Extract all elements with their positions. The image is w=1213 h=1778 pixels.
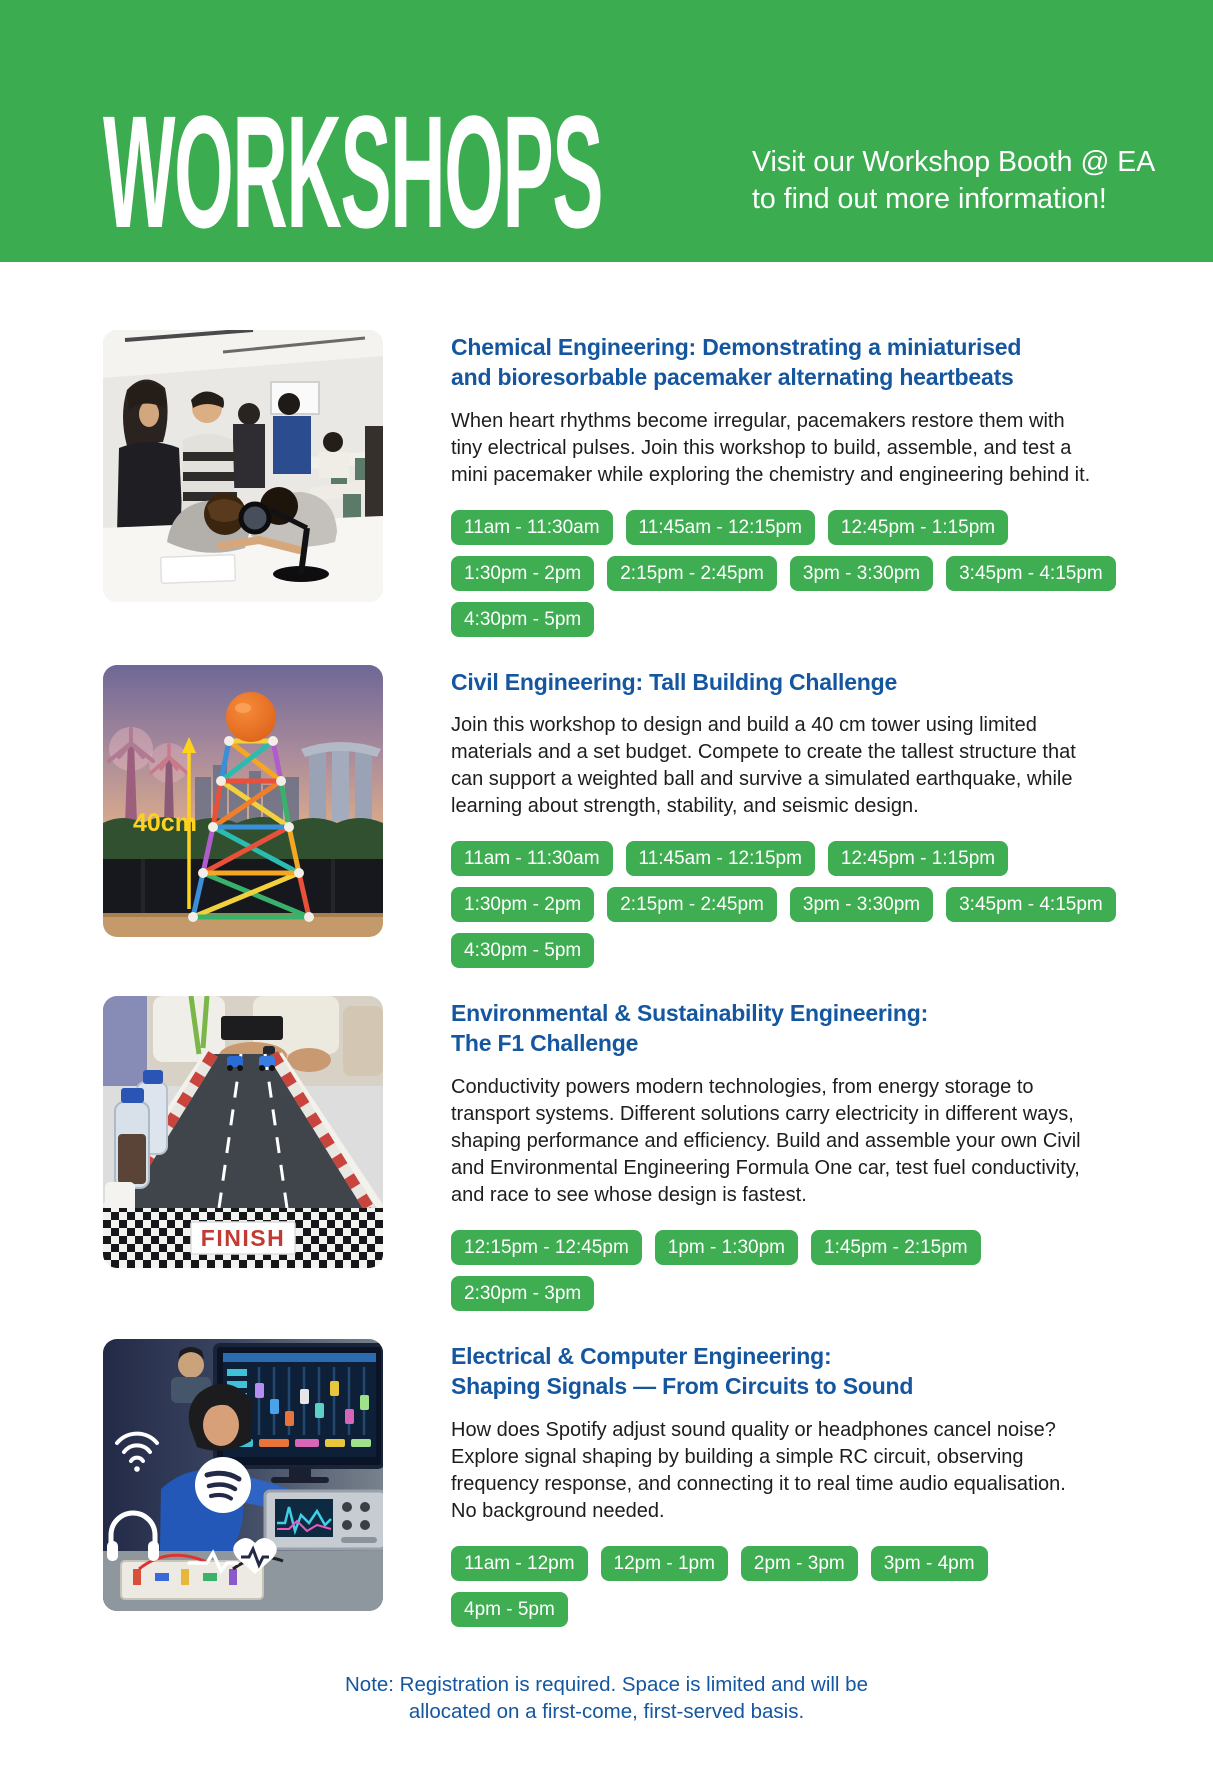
workshop-info-chemical <box>451 330 1116 637</box>
time-slot-chip[interactable]: 12:15pm - 12:45pm <box>451 1230 642 1265</box>
f1-workshop-photo <box>103 996 383 1268</box>
race-track-scene <box>103 996 383 1268</box>
header-subtitle-line2: to find out more information! <box>752 183 1107 216</box>
time-slot-chip[interactable]: 2:30pm - 3pm <box>451 1276 594 1311</box>
workshop-description: Conductivity powers modern technologies, from energy storage to transport systems. Different solutions carry electricity in different ways, shaping performance and efficiency. Build and assemble your own Civil and Environmental Engineering Formula One car, test fuel conductivity, and race to see whose design is fastest. <box>451 1075 1081 1206</box>
workshop-info-electrical <box>451 1339 1116 1627</box>
workshop-list <box>0 262 1213 1627</box>
workshop-title: Civil Engineering: Tall Building Challenge <box>451 668 898 695</box>
time-slot-chip[interactable]: 12:45pm - 1:15pm <box>828 510 1008 545</box>
workshop-title: Chemical Engineering: Demonstrating a miniaturised and bioresorbable pacemaker alternating heartbeats <box>451 334 1022 391</box>
workshop-info-environmental <box>451 996 1116 1311</box>
civil-workshop-photo <box>103 665 383 937</box>
time-slot-chip[interactable]: 11am - 11:30am <box>451 841 613 876</box>
electronics-lab-scene <box>103 1339 383 1611</box>
height-label: 40cm <box>133 808 197 837</box>
time-slot-chip[interactable]: 12pm - 1pm <box>601 1546 728 1581</box>
time-slot-chip[interactable]: 1:30pm - 2pm <box>451 887 594 922</box>
time-slot-chip[interactable]: 4:30pm - 5pm <box>451 602 594 637</box>
oscilloscope <box>265 1491 383 1549</box>
page-title-text: WORKSHOPS <box>103 82 603 261</box>
spotify-icon <box>195 1457 251 1513</box>
workshop-title: Electrical & Computer Engineering: Shaping Signals — From Circuits to Sound <box>451 1342 914 1400</box>
header-subtitle-line1: Visit our Workshop Booth @ EA <box>752 146 1156 178</box>
workshop-card-electrical <box>103 1339 1213 1627</box>
workshop-card-chemical <box>103 330 1213 637</box>
time-slot-chip[interactable]: 2:15pm - 2:45pm <box>607 887 777 922</box>
time-slot-list <box>451 510 1116 637</box>
electrical-workshop-photo <box>103 1339 383 1611</box>
registration-note <box>0 1671 1213 1778</box>
finish-label: FINISH <box>200 1225 286 1252</box>
workshop-card-environmental <box>103 996 1213 1311</box>
time-slot-chip[interactable]: 11am - 11:30am <box>451 510 613 545</box>
time-slot-chip[interactable]: 3:45pm - 4:15pm <box>946 556 1116 591</box>
time-slot-chip[interactable]: 3pm - 4pm <box>871 1546 988 1581</box>
finish-banner <box>103 1208 383 1268</box>
chemical-workshop-photo <box>103 330 383 602</box>
time-slot-chip[interactable]: 3pm - 3:30pm <box>790 887 933 922</box>
workshop-description: How does Spotify adjust sound quality or headphones cancel noise? Explore signal shaping by building a simple RC circuit, observing frequency response, and connecting it to real time audio equalisation. No background needed. <box>451 1418 1066 1522</box>
workshop-card-civil <box>103 665 1213 968</box>
time-slot-chip[interactable]: 3pm - 3:30pm <box>790 556 933 591</box>
workshop-description: When heart rhythms become irregular, pacemakers restore them with tiny electrical pulses. Join this workshop to build, assemble, and test a mini pacemaker while exploring the chemistry and engineering behind it. <box>451 409 1091 486</box>
workshop-info-civil <box>451 665 1116 968</box>
time-slot-chip[interactable]: 11am - 12pm <box>451 1546 588 1581</box>
time-slot-chip[interactable]: 11:45am - 12:15pm <box>626 510 815 545</box>
time-slot-chip[interactable]: 3:45pm - 4:15pm <box>946 887 1116 922</box>
time-slot-list <box>451 1546 1116 1627</box>
registration-note-line1: Note: Registration is required. Space is limited and will be <box>344 1672 868 1696</box>
time-slot-chip[interactable]: 11:45am - 12:15pm <box>626 841 815 876</box>
workshop-description: Join this workshop to design and build a 40 cm tower using limited materials and a set budget. Compete to create the tallest structure that can support a weighted ball and survive a simulated earthquake, while learning about strength, stability, and seismic design. <box>451 714 1076 818</box>
classroom-scene <box>103 330 383 602</box>
time-slot-chip[interactable]: 1:45pm - 2:15pm <box>811 1230 981 1265</box>
time-slot-chip[interactable]: 1pm - 1:30pm <box>655 1230 798 1265</box>
time-slot-chip[interactable]: 4:30pm - 5pm <box>451 933 594 968</box>
time-slot-chip[interactable]: 2pm - 3pm <box>741 1546 858 1581</box>
time-slot-chip[interactable]: 2:15pm - 2:45pm <box>607 556 777 591</box>
time-slot-chip[interactable]: 1:30pm - 2pm <box>451 556 594 591</box>
workshop-title: Environmental & Sustainability Engineering: The F1 Challenge <box>451 1000 929 1057</box>
marina-bay-sands <box>301 742 381 821</box>
time-slot-list <box>451 1230 1116 1311</box>
header-subtitle <box>752 144 1155 218</box>
tower-scene <box>103 665 383 937</box>
time-slot-chip[interactable]: 4pm - 5pm <box>451 1592 568 1627</box>
time-slot-list <box>451 841 1116 968</box>
registration-note-line2: allocated on a first-come, first-served basis. <box>408 1700 805 1724</box>
header-banner <box>0 0 1213 262</box>
time-slot-chip[interactable]: 12:45pm - 1:15pm <box>828 841 1008 876</box>
